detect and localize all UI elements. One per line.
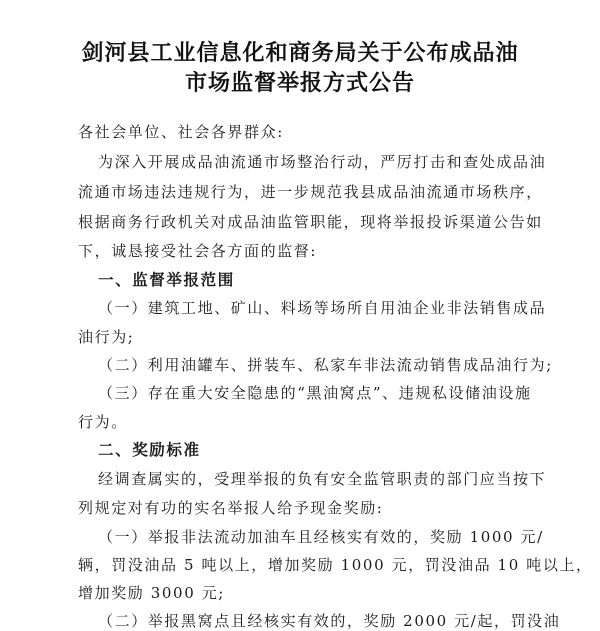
intro-line: 为深入开展成品油流通市场整治行动，严厉打击和查处成品油 [98, 153, 547, 171]
section-1-item-line: 行为。 [78, 413, 128, 431]
section-2-paragraph-line: 经调查属实的，受理举报的负有安全监管职责的部门应当按下 [98, 470, 547, 488]
section-1-item-line: 油行为; [78, 328, 135, 346]
section-1-item-line: （三）存在重大安全隐患的“黑油窝点”、违规私设储油设施 [98, 384, 532, 402]
salutation: 各社会单位、社会各界群众: [78, 123, 284, 141]
intro-line: 流通市场违法违规行为，进一步规范我县成品油流通市场秩序， [78, 183, 543, 201]
intro-line: 下，诚恳接受社会各方面的监督: [78, 242, 318, 260]
section-1-item-line: （一）建筑工地、矿山、料场等场所自用油企业非法销售成品 [98, 299, 547, 317]
section-1-heading: 一、监督举报范围 [98, 271, 235, 289]
section-2-heading: 二、奖励标准 [98, 441, 201, 459]
document-title-line-2: 市场监督举报方式公告 [184, 70, 415, 96]
intro-line: 根据商务行政机关对成品油监管职能，现将举报投诉渠道公告如 [78, 213, 543, 231]
section-2-item-line: （一）举报非法流动加油车且经核实有效的，奖励 1000 元/ [98, 528, 544, 546]
section-2-item-line: （二）举报黑窝点且经核实有效的，奖励 2000 元/起，罚没油 [98, 612, 561, 630]
document-title-line-1: 剑河县工业信息化和商务局关于公布成品油 [81, 40, 519, 66]
section-1-item-line: （二）利用油罐车、拼装车、私家车非法流动销售成品油行为; [98, 356, 553, 374]
section-2-item-line: 增加奖励 3000 元; [78, 584, 225, 602]
section-2-item-line: 辆，罚没油品 5 吨以上，增加奖励 1000 元，罚没油品 10 吨以上， [78, 556, 593, 574]
section-2-paragraph-line: 列规定对有功的实名举报人给予现金奖励: [78, 499, 384, 517]
